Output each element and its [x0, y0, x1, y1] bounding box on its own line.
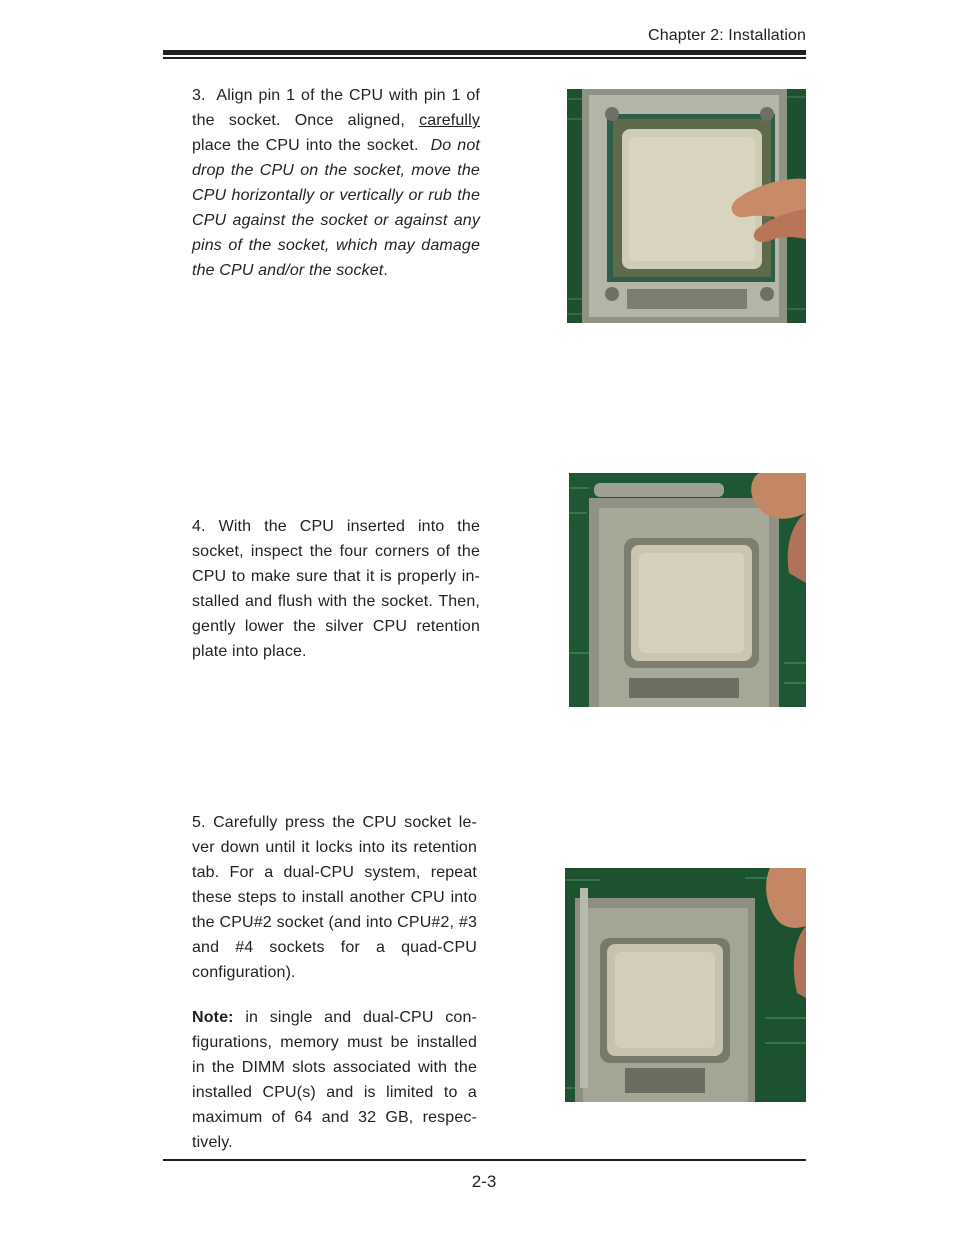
note-paragraph [192, 1005, 477, 1155]
step-3-warning: Do not drop the CPU on the socket, move the CPU horizontally or vertically or rub the CPU against the socket or against any pins of the socket, which may damage the CPU and/or the socket [192, 137, 480, 279]
step-3-underlined: carefully [419, 112, 480, 129]
chapter-header: Chapter 2: Installation [648, 27, 806, 44]
step-4-paragraph: 4. With the CPU inserted into the socket, inspect the four corners of the CPU to make sure that it is properly in- stalled and flush with the socket. Then, gently lower the silver CPU retention plate into place. [192, 518, 480, 660]
page-number: 2-3 [471, 1172, 497, 1191]
header-rule-thin [163, 57, 806, 59]
step-5-paragraph: 5. Carefully press the CPU socket le- ver down until it locks into its retention tab. For a dual-CPU system, repeat these steps to install another CPU into the CPU#2 socket (and into CPU#2, #3 and #4 sockets for a quad-CPU configuration). [192, 814, 477, 981]
footer-rule [163, 1159, 806, 1161]
step-3-text-b: place the CPU into the socket. [192, 137, 419, 154]
socket-lever-photo [565, 868, 806, 1102]
note-label: Note: [192, 1009, 234, 1026]
cpu-placement-photo [567, 89, 806, 323]
step-3-end: . [383, 262, 389, 279]
step-3-number: 3. [192, 87, 206, 104]
step-3-text-a: Align pin 1 of the CPU with pin 1 of the socket. Once aligned, [192, 87, 480, 129]
note-text: in single and dual-CPU con- figurations, memory must be installed in the DIMM slots associated with the installed CPU(s) and is limited to a maximum of 64 and 32 GB, respec- tively. [192, 1009, 477, 1151]
header-rule-thick [163, 50, 806, 55]
retention-plate-photo [569, 473, 806, 707]
step-3-paragraph [192, 83, 480, 283]
